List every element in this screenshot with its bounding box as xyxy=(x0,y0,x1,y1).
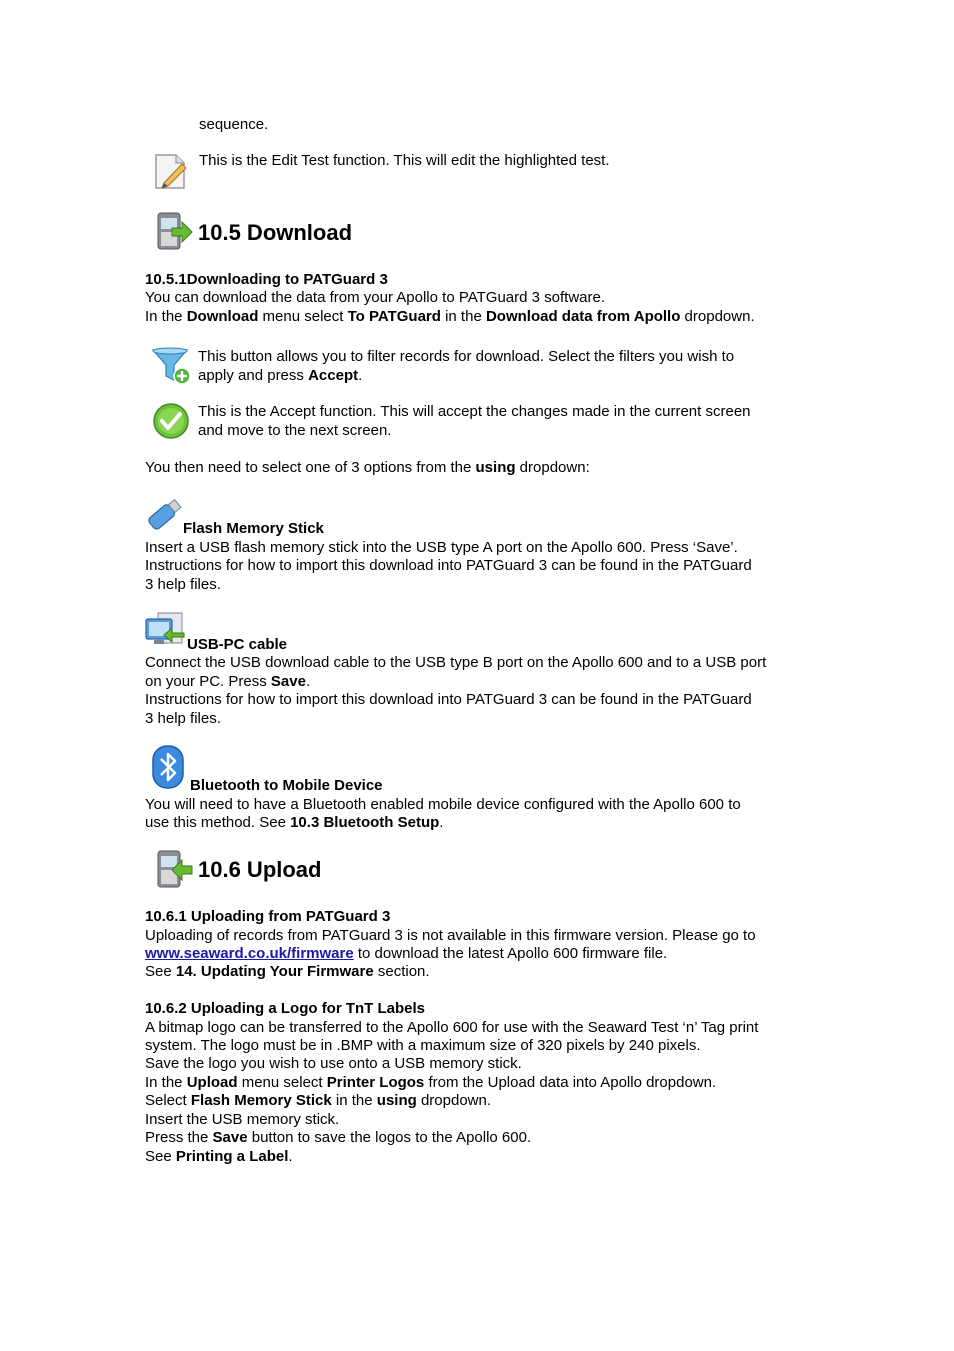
edit-icon xyxy=(152,152,190,190)
usb-flash-stick-icon xyxy=(144,496,184,534)
upload-s2-line-5: Select Flash Memory Stick in the using dropdown. xyxy=(145,1092,491,1109)
upload-s2-line-7: Press the Save button to save the logos to the Apollo 600. xyxy=(145,1129,532,1146)
upload-heading: 10.6 Upload xyxy=(198,857,322,882)
usb-heading: USB-PC cable xyxy=(187,636,288,653)
firmware-link[interactable]: www.seaward.co.uk/firmware xyxy=(145,945,354,962)
download-device-icon xyxy=(154,210,194,252)
bluetooth-line-2: use this method. See 10.3 Bluetooth Setup. xyxy=(145,814,444,831)
usb-line-4: 3 help files. xyxy=(145,710,221,727)
upload-s2-line-2: system. The logo must be in .BMP with a maximum size of 320 pixels by 240 pixels. xyxy=(145,1037,701,1054)
upload-s2-line-6: Insert the USB memory stick. xyxy=(145,1111,340,1128)
upload-s1-line-1: Uploading of records from PATGuard 3 is not available in this firmware version. Please go to xyxy=(145,927,756,944)
bluetooth-icon xyxy=(150,744,186,790)
upload-s1-line-3: See 14. Updating Your Firmware section. xyxy=(145,963,430,980)
upload-s1-heading: 10.6.1 Uploading from PATGuard 3 xyxy=(145,908,391,925)
accept-line-2: and move to the next screen. xyxy=(198,422,392,439)
bluetooth-heading: Bluetooth to Mobile Device xyxy=(190,777,383,794)
upload-s2-heading: 10.6.2 Uploading a Logo for TnT Labels xyxy=(145,1000,426,1017)
upload-s2-line-1: A bitmap logo can be transferred to the Apollo 600 for use with the Seaward Test ‘n’ Tag print xyxy=(145,1019,759,1036)
options-line: You then need to select one of 3 options from the using dropdown: xyxy=(145,459,590,476)
sequence-text: sequence. xyxy=(199,116,269,133)
download-line-2: In the Download menu select To PATGuard in the Download data from Apollo dropdown. xyxy=(145,308,755,325)
usb-line-2: on your PC. Press Save. xyxy=(145,673,311,690)
upload-s2-line-3: Save the logo you wish to use onto a USB memory stick. xyxy=(145,1055,522,1072)
flash-line-1: Insert a USB flash memory stick into the USB type A port on the Apollo 600. Press ‘Save’. xyxy=(145,539,738,556)
download-subheading: 10.5.1Downloading to PATGuard 3 xyxy=(145,271,388,288)
filter-line-1: This button allows you to filter records for download. Select the filters you wish to xyxy=(198,348,735,365)
flash-heading: Flash Memory Stick xyxy=(183,520,324,537)
upload-s1-line-2: www.seaward.co.uk/firmware to download the latest Apollo 600 firmware file. xyxy=(145,945,668,962)
download-heading: 10.5 Download xyxy=(198,220,353,245)
accept-icon[interactable] xyxy=(152,402,190,440)
flash-line-2: Instructions for how to import this download into PATGuard 3 can be found in the PATGuard xyxy=(145,557,752,574)
filter-line-2: apply and press Accept. xyxy=(198,367,363,384)
upload-s2-line-4: In the Upload menu select Printer Logos from the Upload data into Apollo dropdown. xyxy=(145,1074,717,1091)
flash-line-3: 3 help files. xyxy=(145,576,221,593)
filter-icon[interactable] xyxy=(150,346,192,386)
usb-line-1: Connect the USB download cable to the USB type B port on the Apollo 600 and to a USB port xyxy=(145,654,767,671)
upload-s2-line-8: See Printing a Label. xyxy=(145,1148,293,1165)
bluetooth-line-1: You will need to have a Bluetooth enabled mobile device configured with the Apollo 600 to xyxy=(145,796,741,813)
edit-description: This is the Edit Test function. This will edit the highlighted test. xyxy=(199,152,610,169)
accept-line-1: This is the Accept function. This will accept the changes made in the current screen xyxy=(198,403,751,420)
upload-device-icon xyxy=(154,848,194,890)
usb-pc-cable-icon xyxy=(144,611,186,649)
download-line-1: You can download the data from your Apollo to PATGuard 3 software. xyxy=(145,289,605,306)
usb-line-3: Instructions for how to import this download into PATGuard 3 can be found in the PATGuard xyxy=(145,691,752,708)
